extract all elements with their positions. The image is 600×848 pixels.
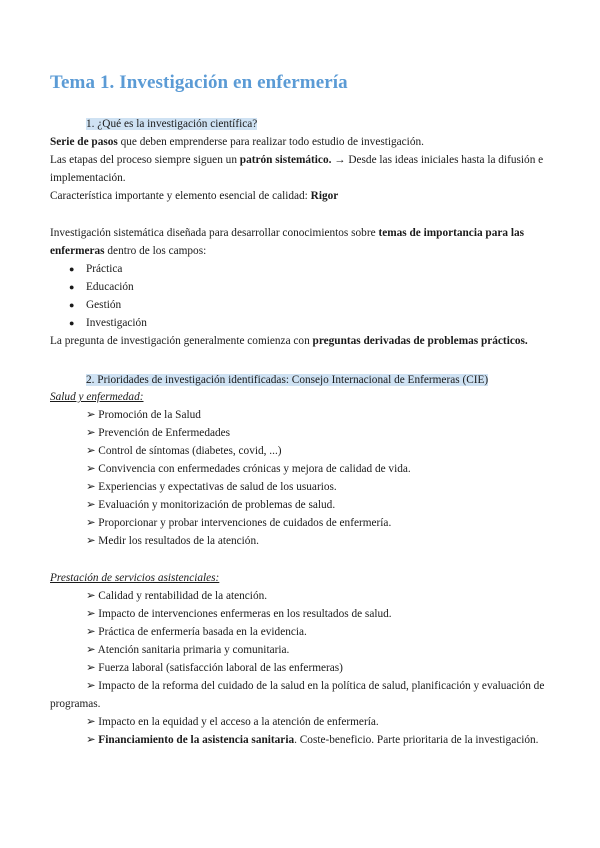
arrow-icon: ➢ [86, 680, 96, 692]
bullet-icon: ● [69, 318, 75, 328]
list-item: ➢ Control de síntomas (diabetes, covid, ...) [86, 445, 282, 457]
arrow-icon: ➢ [86, 517, 96, 529]
arrow-icon: ➢ [86, 590, 96, 602]
bullet-icon: ● [69, 282, 75, 292]
list-item: ➢ Práctica de enfermería basada en la evidencia. [86, 626, 307, 638]
section-1-heading: 1. ¿Qué es la investigación científica? [86, 118, 258, 130]
arrow-icon: ➢ [86, 626, 96, 638]
arrow-icon: ➢ [86, 409, 96, 421]
list-item: Gestión [86, 299, 122, 311]
list-item: ➢ Experiencias y expectativas de salud de los usuarios. [86, 481, 337, 493]
list-item: ➢ Convivencia con enfermedades crónicas y mejora de calidad de vida. [86, 463, 411, 475]
list-item-cont: programas. [50, 698, 101, 710]
arrow-icon: ➢ [86, 716, 96, 728]
paragraph-investigacion-sistematica-cont: enfermeras dentro de los campos: [50, 245, 207, 257]
bullet-icon: ● [69, 300, 75, 310]
arrow-icon: ➢ [86, 644, 96, 656]
bullet-icon: ● [69, 264, 75, 274]
list-item: Investigación [86, 317, 147, 329]
list-item: Práctica [86, 263, 123, 275]
list-item: ➢ Calidad y rentabilidad de la atención. [86, 590, 268, 602]
arrow-icon: ➢ [86, 499, 96, 511]
paragraph-etapas-cont: implementación. [50, 172, 126, 184]
arrow-icon: ➢ [86, 481, 96, 493]
list-item: ➢ Medir los resultados de la atención. [86, 535, 259, 547]
list-item: ➢ Fuerza laboral (satisfacción laboral de las enfermeras) [86, 662, 343, 674]
arrow-icon: ➢ [86, 427, 96, 439]
list-item: ➢ Impacto en la equidad y el acceso a la atención de enfermería. [86, 716, 379, 728]
list-item: ➢ Prevención de Enfermedades [86, 427, 231, 439]
list-item: ➢ Atención sanitaria primaria y comunitaria. [86, 644, 290, 656]
paragraph-investigacion-sistematica: Investigación sistemática diseñada para desarrollar conocimientos sobre temas de importancia para las [50, 227, 525, 239]
list-item: ➢ Proporcionar y probar intervenciones de cuidados de enfermería. [86, 517, 392, 529]
arrow-icon: ➢ [86, 662, 96, 674]
section-2-heading: 2. Prioridades de investigación identificadas: Consejo Internacional de Enfermeras (CIE) [86, 374, 489, 386]
list-item: ➢ Evaluación y monitorización de problemas de salud. [86, 499, 336, 511]
arrow-icon: ➢ [86, 535, 96, 547]
arrow-icon: ➢ [86, 734, 96, 746]
list-item: Educación [86, 281, 134, 293]
arrow-icon: ➢ [86, 608, 96, 620]
group-1-title: Salud y enfermedad: [50, 391, 144, 403]
list-item: ➢ Impacto de intervenciones enfermeras en los resultados de salud. [86, 608, 392, 620]
arrow-icon: ➢ [86, 445, 96, 457]
list-item: ➢ Impacto de la reforma del cuidado de la salud en la política de salud, planificación y evaluación de [86, 680, 545, 692]
list-item: ➢ Financiamiento de la asistencia sanitaria. Coste-beneficio. Parte prioritaria de la investigación. [86, 734, 539, 746]
paragraph-rigor: Característica importante y elemento esencial de calidad: Rigor [50, 190, 339, 202]
document-title: Tema 1. Investigación en enfermería [50, 72, 348, 93]
group-2-title: Prestación de servicios asistenciales: [50, 572, 220, 584]
list-item: ➢ Promoción de la Salud [86, 409, 201, 421]
paragraph-serie-pasos: Serie de pasos que deben emprenderse para realizar todo estudio de investigación. [50, 136, 424, 148]
paragraph-pregunta: La pregunta de investigación generalmente comienza con preguntas derivadas de problemas prácticos. [50, 335, 528, 347]
paragraph-etapas: Las etapas del proceso siempre siguen un patrón sistemático. → Desde las ideas iniciales hasta la difusión e [50, 154, 544, 166]
arrow-icon: ➢ [86, 463, 96, 475]
